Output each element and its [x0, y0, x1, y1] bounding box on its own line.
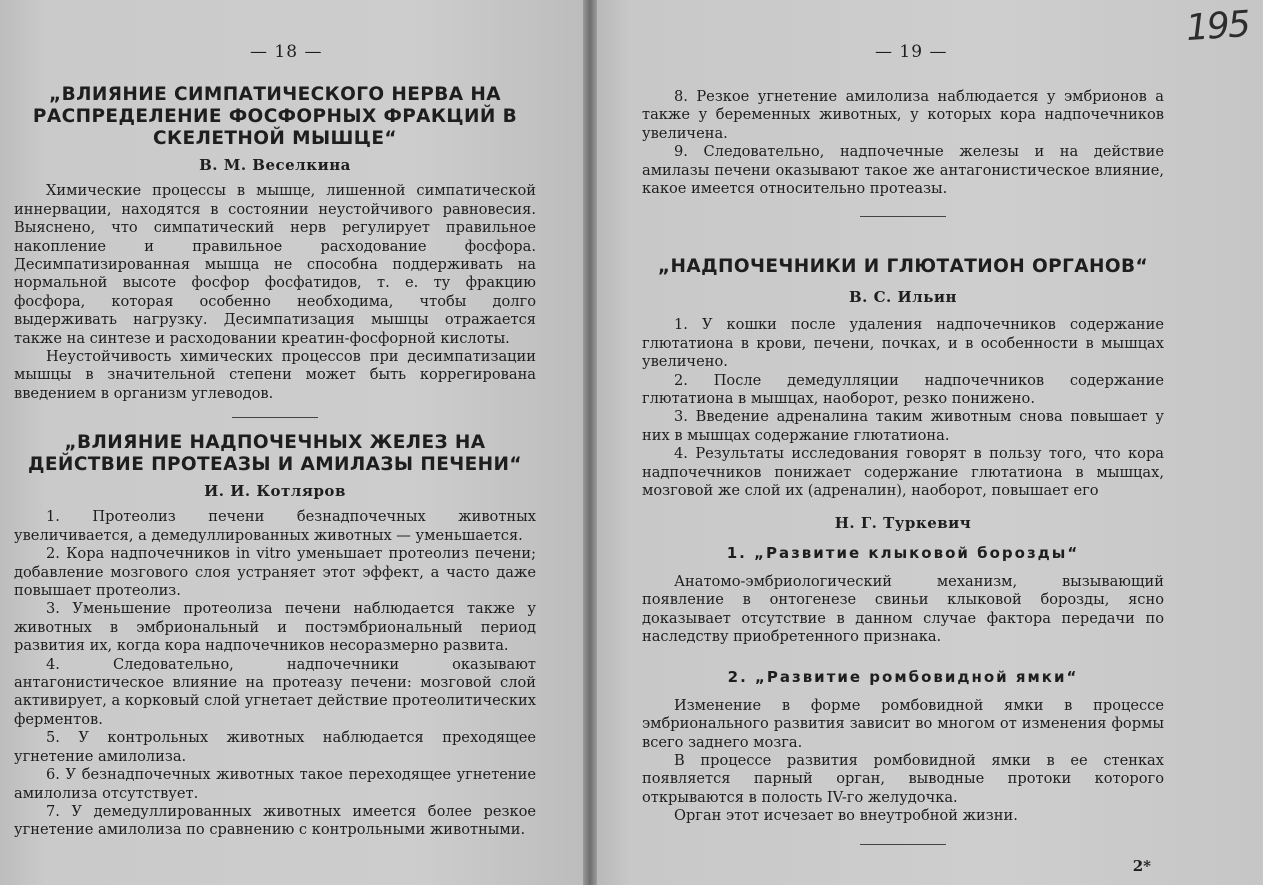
list-item: 9. Следовательно, надпочечные железы и на действие амилазы печени оказывают такое же антагонистическое влияние, какое имеется относительно протеазы. — [642, 143, 1164, 198]
list-item: 4. Результаты исследования говорят в пользу того, что кора надпочечников понижает содержание глютатиона в мышцах, мозговой же слой их (адреналин), наоборот, повышает его — [642, 445, 1164, 500]
list-item: 3. Введение адреналина таким животным снова повышает у них в мышцах содержание глютатиона. — [642, 408, 1164, 444]
list-item: 5. У контрольных животных наблюдается преходящее угнетение амилолиза. — [14, 729, 536, 765]
section-divider — [860, 216, 946, 217]
article-author: В. С. Ильин — [848, 288, 958, 306]
article-turkevich — [642, 514, 1164, 859]
paragraph: Химические процессы в мышце, лишенной симпатической иннервации, находятся в состоянии неустойчивого равновесия. Выяснено, что симпатический нерв регулирует правильное накопление и правильное расходование фосфора. Десимпатизированная мышца не способна поддерживать на нормальной высоте фосфор фосфатидов, т. е. ту фракцию фосфора, которая особенно необходима, чтобы долго выдерживать нагрузку. Десимпатизация мышцы отражается также на синтезе и расходовании креатин-фосфорной кислоты. — [14, 182, 536, 347]
list-item: 6. У безнадпочечных животных такое переходящее угнетение амилолиза отсутствует. — [14, 766, 536, 802]
right-page — [590, 0, 1263, 885]
paragraph: Неустойчивость химических процессов при десимпатизации мышцы в значительной степени может быть коррегирована введением в организм углеводов. — [14, 348, 536, 402]
subsection-title: 2. „Развитие ромбовидной ямки“ — [727, 668, 1079, 687]
list-item: 2. Кора надпочечников in vitro уменьшает протеолиз печени; добавление мозгового слоя устраняет этот эффект, а часто даже повышает протеолиз. — [14, 545, 536, 600]
article-continuation — [642, 88, 1164, 231]
list-item: 2. После демедулляции надпочечников содержание глютатиона в мышцах, наоборот, резко понижено. — [642, 371, 1164, 408]
handwritten-page-number: 195 — [1184, 3, 1251, 50]
page-number: — 18 — — [250, 42, 323, 62]
paragraph: Анатомо-эмбриологический механизм, вызывающий появление в онтогенезе свиньи клыковой борозды, ясно доказывает отсутствие в данном случае фактора передачи по наследству приобретенного признака. — [642, 572, 1164, 646]
left-page — [0, 0, 590, 885]
list-item: 8. Резкое угнетение амилолиза наблюдается у эмбрионов а также у беременных животных, у которых кора надпочечников увеличена. — [642, 88, 1164, 142]
article-sympathetic-nerve — [14, 84, 536, 432]
list-item: 4. Следовательно, надпочечники оказывают антагонистическое влияние на протеазу печени: мозговой слой активирует, а корковый слой угнетает действие протеолитических ферментов. — [14, 655, 536, 728]
article-adrenal-protease — [14, 432, 536, 840]
signature-mark: 2* — [1132, 857, 1151, 875]
list-item: 3. Уменьшение протеолиза печени наблюдается также у животных в эмбриональный и постэмбриональный период развития их, когда кора надпочечников несоразмерно развита. — [14, 600, 536, 655]
page-number: — 19 — — [875, 42, 948, 62]
article-adrenal-glutathione — [642, 256, 1164, 500]
paragraph: В процессе развития ромбовидной ямки в ее стенках появляется парный орган, выводные протоки которого открываются в полость IV-го желудочка. — [642, 752, 1164, 806]
article-author: Н. Г. Туркевич — [834, 514, 972, 532]
book-gutter — [583, 0, 597, 885]
article-title: „НАДПОЧЕЧНИКИ И ГЛЮТАТИОН ОРГАНОВ“ — [657, 256, 1149, 277]
section-divider — [860, 844, 946, 845]
list-item: 1. У кошки после удаления надпочечников содержание глютатиона в крови, печени, почках, и в особенности в мышцах увеличено. — [642, 316, 1164, 371]
paragraph: Орган этот исчезает во внеутробной жизни. — [674, 807, 1018, 825]
article-author: В. М. Веселкина — [199, 156, 351, 174]
list-item: 7. У демедуллированных животных имеется более резкое угнетение амилолиза по сравнению с контрольными животными. — [14, 802, 536, 839]
section-divider — [232, 417, 318, 418]
article-title: „ВЛИЯНИЕ НАДПОЧЕЧНЫХ ЖЕЛЕЗ НА ДЕЙСТВИЕ ПРОТЕАЗЫ И АМИЛАЗЫ ПЕЧЕНИ“ — [28, 432, 522, 475]
list-item: 1. Протеолиз печени безнадпочечных животных увеличивается, а демедуллированных животных — уменьшается. — [14, 508, 536, 544]
article-author: И. И. Котляров — [204, 482, 346, 500]
subsection-title: 1. „Развитие клыковой борозды“ — [726, 544, 1080, 563]
article-title: „ВЛИЯНИЕ СИМПАТИЧЕСКОГО НЕРВА НА РАСПРЕДЕЛЕНИЕ ФОСФОРНЫХ ФРАКЦИЙ В СКЕЛЕТНОЙ МЫШЦЕ“ — [32, 84, 518, 149]
paragraph: Изменение в форме ромбовидной ямки в процессе эмбрионального развития зависит во многом от изменения формы всего заднего мозга. — [642, 696, 1164, 751]
